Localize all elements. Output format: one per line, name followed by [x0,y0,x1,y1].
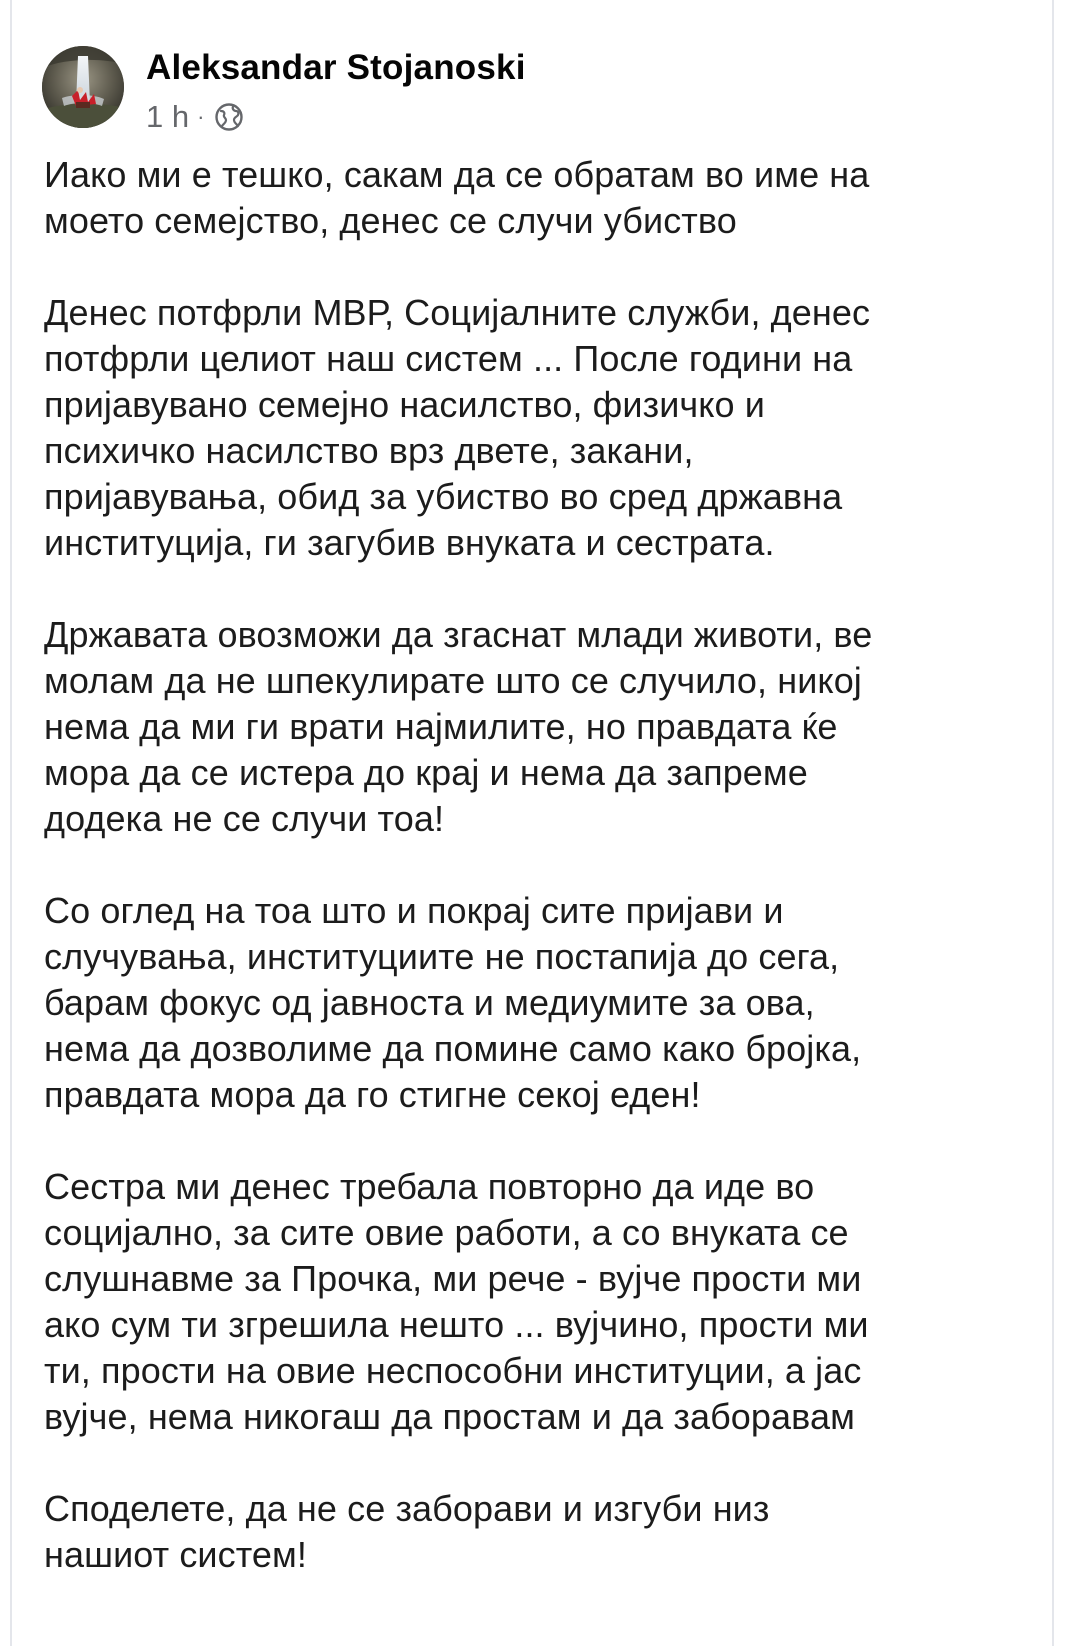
post-text-line: социјално, за сите овие работи, а со внуката се [44,1212,849,1253]
post-text-line: Споделете, да не се заборави и изгуби низ [44,1488,770,1529]
post-text-line: додека не се случи тоа! [44,798,445,839]
post-text-line: пријавувања, обид за убиство во сред државна [44,476,843,517]
post-text-line: Денес потфрли МВР, Социјалните служби, денес [44,292,871,333]
post-paragraph [44,612,1044,842]
post-text-line: мора да се истера до крај и нема да запреме [44,752,808,793]
post-paragraph [44,1164,1044,1440]
post-header [42,44,526,132]
post-body [44,152,1044,1624]
post-paragraph [44,152,1044,244]
post-text-line: Со оглед на тоа што и покрај сите пријави и [44,890,784,931]
post-paragraph [44,1486,1044,1578]
post-text-line: слушнавме за Прочка, ми рече - вујче прости ми [44,1258,862,1299]
post-text-line: пријавувано семејно насилство, физичко и [44,384,765,425]
post-text-line: нема да ми ги врати најмилите, но правдата ќе [44,706,838,747]
header-text [146,44,526,136]
meta-separator: · [197,104,205,129]
post-text-line: нашиот систем! [44,1534,307,1575]
author-name[interactable]: Aleksandar Stojanoski [146,48,526,87]
post-text-line: Иако ми е тешко, сакам да се обратам во име на [44,154,870,195]
post-paragraph [44,888,1044,1118]
post-text-line: Државата овозможи да згаснат млади животи, ве [44,614,873,655]
author-avatar[interactable] [42,46,124,128]
post-timestamp[interactable]: 1 h [146,99,190,134]
post-text-line: нема да дозволиме да помине само како бројка, [44,1028,862,1069]
post-text-line: Сестра ми денес требала повторно да иде во [44,1166,815,1207]
post-text-line: потфрли целиот наш систем ... После години на [44,338,853,379]
post-text-line: ако сум ти згрешила нешто ... вујчино, прости ми [44,1304,869,1345]
post-text-line: психичко насилство врз двете, закани, [44,430,694,471]
post-paragraph [44,290,1044,566]
post-text-line: институција, ги загубив внуката и сестрата. [44,522,775,563]
post-text-line: вујче, нема никогаш да простам и да заборавам [44,1396,855,1437]
post-text-line: правдата мора да го стигне секој еден! [44,1074,701,1115]
post-text-line: молам да не шпекулирате што се случило, никој [44,660,862,701]
post-text-line: случувања, институциите не постапија до сега, [44,936,840,977]
globe-icon[interactable] [214,102,244,132]
profile-photo-icon [42,46,124,128]
post-meta [146,98,526,136]
post-text-line: барам фокус од јавноста и медиумите за ова, [44,982,815,1023]
post-text-line: ти, прости на овие неспособни институции, а јас [44,1350,862,1391]
post-text-line: моето семејство, денес се случи убиство [44,200,737,241]
